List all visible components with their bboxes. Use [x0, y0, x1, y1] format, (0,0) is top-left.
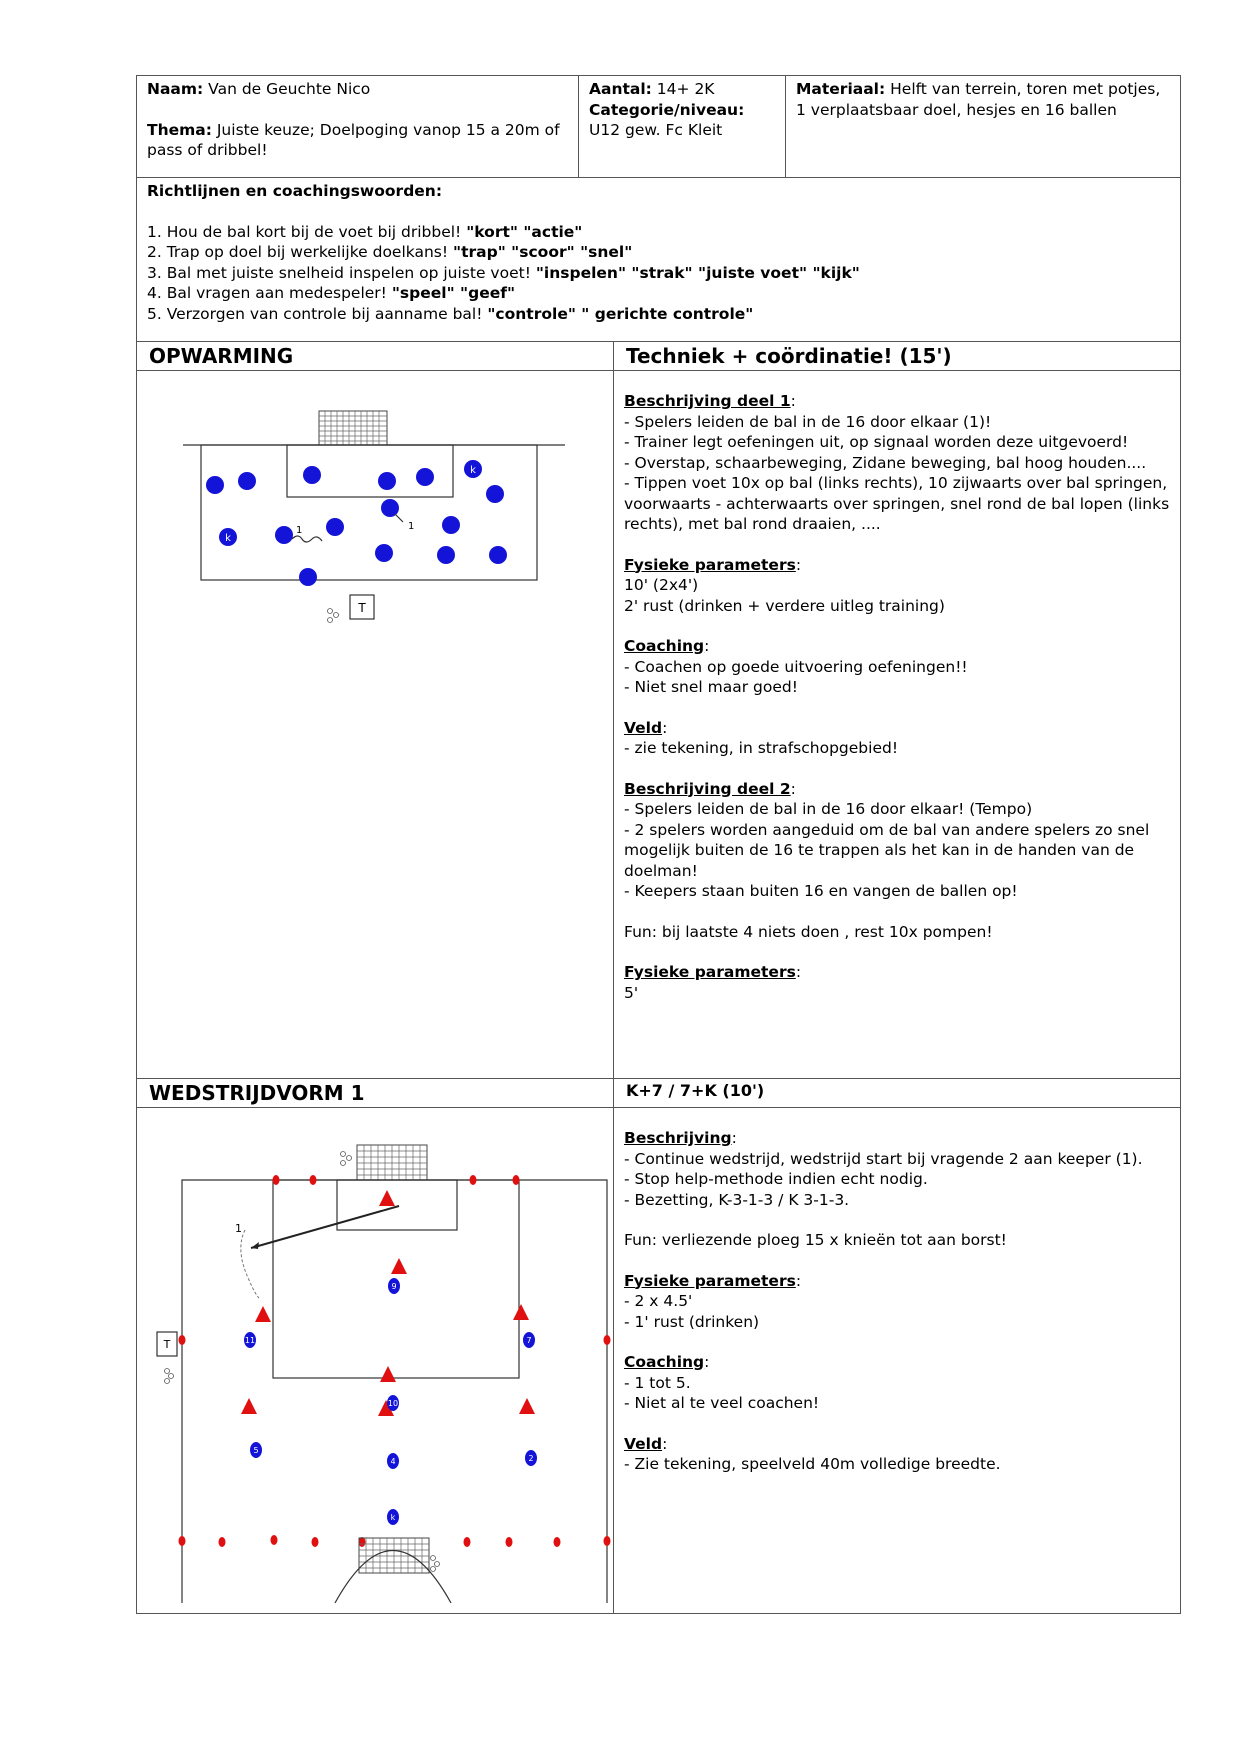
beschrijving1-label: Beschrijving deel 1 [624, 392, 791, 410]
beschrijving-line: - Stop help-methode indien echt nodig. [624, 1170, 928, 1188]
goal-icon [357, 1145, 427, 1180]
blue-players [206, 460, 507, 586]
label-1: 1 [408, 521, 415, 532]
wedstrijdvorm-diagram [137, 1108, 613, 1613]
player-number: 2 [528, 1454, 534, 1463]
fysiek1-line: 2' rust (drinken + verdere uitleg training) [624, 596, 945, 615]
beschrijving1-line: - Trainer legt oefeningen uit, op signaal worden deze uitgevoerd! [624, 433, 1129, 451]
penalty-arc [335, 1551, 451, 1604]
coaching-line: - Coachen op goede uitvoering oefeningen!! [624, 657, 968, 676]
coaching-label: Coaching [624, 1353, 705, 1371]
player-number: 5 [253, 1446, 259, 1455]
dribble-path [292, 536, 322, 542]
fysiek2-label: Fysieke parameters [624, 963, 796, 981]
player-number: 4 [390, 1457, 396, 1466]
wedstrijdvorm-subtitle: K+7 / 7+K (10') [614, 1079, 1181, 1108]
penalty-area [201, 445, 537, 580]
goal-area [337, 1180, 457, 1230]
opwarming-diagram-cell [137, 371, 614, 1079]
opwarming-text-cell: Beschrijving deel 1: - Spelers leiden de bal in de 16 door elkaar (1)! - Trainer legt oefeningen uit, op signaal worden deze uitgevoerd! - Overstap, schaarbeweging, Zidane beweging, bal hoog houden.... - Tippen voet 10x op bal (links rechts), 10 zijwaarts over bal springen, voorwaarts - achterwaarts over springen, snel rond de bal lopen (links rechts), met bal rond draaien, .... Fysieke parameters: 10' (2x4') 2' rust (drinken + verdere uitleg training) Coaching: - Coachen op goede uitvoering oefeningen!! - Niet snel maar goed! Veld: - zie tekening, in strafschopgebied! Beschrijving deel 2: - Spelers leiden de bal in de 16 door elkaar! (Tempo) - 2 spelers worden aangeduid om de bal van andere spelers zo snel mogelijk buiten de 16 te trappen als het kan in de handen van de doelman! - Keepers staan buiten 16 en vangen de ballen op! Fun: bij laatste 4 niets doen , rest 10x pompen! Fysieke parameters: 5' [614, 371, 1181, 1079]
coaching-line: - 1 tot 5. [624, 1373, 691, 1392]
player-number: 11 [244, 1336, 256, 1345]
materiaal-value: Helft van terrein, toren met potjes, 1 verplaatsbaar doel, hesjes en 16 ballen [796, 80, 1161, 119]
thema-label: Thema: [147, 120, 212, 139]
aantal-label: Aantal: [589, 80, 652, 98]
categorie-label: Categorie/niveau: [589, 100, 745, 119]
richtlijnen-cell [137, 178, 1181, 342]
richtlijnen-title: Richtlijnen en coachingswoorden: [147, 182, 443, 200]
beschrijving2-line: - Keepers staan buiten 16 en vangen de ballen op! [624, 882, 1018, 900]
label-1: 1 [296, 525, 303, 536]
beschrijving1-line: - Tippen voet 10x op bal (links rechts), 10 zijwaarts over bal springen, voorwaarts - achterwaarts over springen, snel rond de bal lopen (links rechts), met bal rond draaien, .... [624, 474, 1170, 533]
naam-thema-cell [137, 76, 579, 178]
richtlijn-item: 3. Bal met juiste snelheid inspelen op juiste voet! "inspelen" "strak" "juiste voet" "kijk" [147, 263, 860, 282]
trainer-label: T [358, 601, 366, 615]
fun-line: Fun: bij laatste 4 niets doen , rest 10x pompen! [624, 922, 993, 941]
fysiek1-label: Fysieke parameters [624, 555, 796, 574]
player-number: 9 [391, 1282, 397, 1291]
trainer-label: T [163, 1338, 171, 1351]
naam-value: Van de Geuchte Nico [203, 80, 371, 98]
fysiek1-line: 10' (2x4') [624, 576, 699, 594]
coaching-line: - Niet al te veel coachen! [624, 1394, 820, 1412]
richtlijn-item: 4. Bal vragen aan medespeler! "speel" "geef" [147, 284, 516, 302]
richtlijn-item: 5. Verzorgen van controle bij aanname bal! "controle" " gerichte controle" [147, 304, 754, 323]
categorie-value: U12 gew. Fc Kleit [589, 121, 723, 139]
training-sheet [136, 75, 1180, 1614]
beschrijving-label: Beschrijving [624, 1129, 732, 1147]
beschrijving-line: - Continue wedstrijd, wedstrijd start bij vragende 2 aan keeper (1). [624, 1149, 1143, 1168]
field-outline [182, 1180, 607, 1603]
keeper-label: k [390, 1513, 396, 1522]
header-table [136, 75, 1181, 342]
bottom-goal-icon [359, 1538, 429, 1573]
beschrijving1-line: - Spelers leiden de bal in de 16 door elkaar (1)! [624, 412, 992, 431]
veld-label: Veld [624, 718, 663, 737]
wedstrijdvorm-text-cell: Beschrijving: - Continue wedstrijd, wedstrijd start bij vragende 2 aan keeper (1). - Stop help-methode indien echt nodig. - Bezetting, K-3-1-3 / K 3-1-3. Fun: verliezende ploeg 15 x knieën tot aan borst! Fysieke parameters: - 2 x 4.5' - 1' rust (drinken) Coaching: - 1 tot 5. - Niet al te veel coachen! Veld: - Zie tekening, speelveld 40m volledige breedte. [614, 1108, 1181, 1614]
opwarming-subtitle: Techniek + coördinatie! (15') [614, 342, 1181, 371]
player-k-label: k [225, 533, 231, 544]
aantal-value: 14+ 2K [651, 80, 715, 98]
beschrijving2-line: - 2 spelers worden aangeduid om de bal van andere spelers zo snel mogelijk buiten de 16 te trappen als het kan in de handen van de doelman! [624, 820, 1150, 880]
beschrijving1-line: - Overstap, schaarbeweging, Zidane beweging, bal hoog houden.... [624, 453, 1147, 472]
player-number: 7 [526, 1336, 532, 1345]
wedstrijdvorm-title: WEDSTRIJDVORM 1 [137, 1079, 614, 1108]
balls-icon [328, 609, 339, 623]
opwarming-table [136, 341, 1181, 1614]
balls-icon [165, 1369, 440, 1572]
naam-label: Naam: [147, 80, 204, 98]
coaching-line: - Niet snel maar goed! [624, 678, 798, 696]
materiaal-label: Materiaal: [796, 80, 886, 98]
veld-label: Veld [624, 1434, 663, 1453]
aantal-cell [579, 76, 786, 178]
balls-icon [341, 1152, 352, 1166]
fysiek2-line: 5' [624, 983, 639, 1002]
thema-value: Juiste keuze; Doelpoging vanop 15 a 20m of pass of dribbel! [147, 120, 560, 159]
wedstrijdvorm-diagram-cell [137, 1108, 614, 1614]
player-number: 10 [387, 1399, 399, 1408]
run-path [241, 1230, 259, 1298]
fysiek-line: - 2 x 4.5' [624, 1292, 693, 1310]
goal-icon [319, 411, 387, 445]
red-markers [179, 1175, 611, 1547]
red-cones [241, 1190, 535, 1416]
label-1: 1 [235, 1222, 242, 1235]
veld-line: - zie tekening, in strafschopgebied! [624, 739, 899, 757]
opwarming-title: OPWARMING [137, 342, 614, 371]
beschrijving-line: - Bezetting, K-3-1-3 / K 3-1-3. [624, 1190, 850, 1209]
opwarming-diagram [137, 371, 613, 671]
fysiek-line: - 1' rust (drinken) [624, 1312, 760, 1331]
coaching-label: Coaching [624, 637, 705, 655]
player-k-label: k [470, 465, 476, 476]
richtlijn-item: 1. Hou de bal kort bij de voet bij dribbel! "kort" "actie" [147, 222, 583, 241]
richtlijn-item: 2. Trap op doel bij werkelijke doelkans! "trap" "scoor" "snel" [147, 243, 633, 261]
beschrijving2-label: Beschrijving deel 2 [624, 779, 791, 798]
materiaal-cell [786, 76, 1181, 178]
fysiek-label: Fysieke parameters [624, 1271, 796, 1290]
veld-line: - Zie tekening, speelveld 40m volledige breedte. [624, 1455, 1001, 1473]
fun-line: Fun: verliezende ploeg 15 x knieën tot aan borst! [624, 1231, 1007, 1249]
beschrijving2-line: - Spelers leiden de bal in de 16 door elkaar! (Tempo) [624, 800, 1033, 818]
